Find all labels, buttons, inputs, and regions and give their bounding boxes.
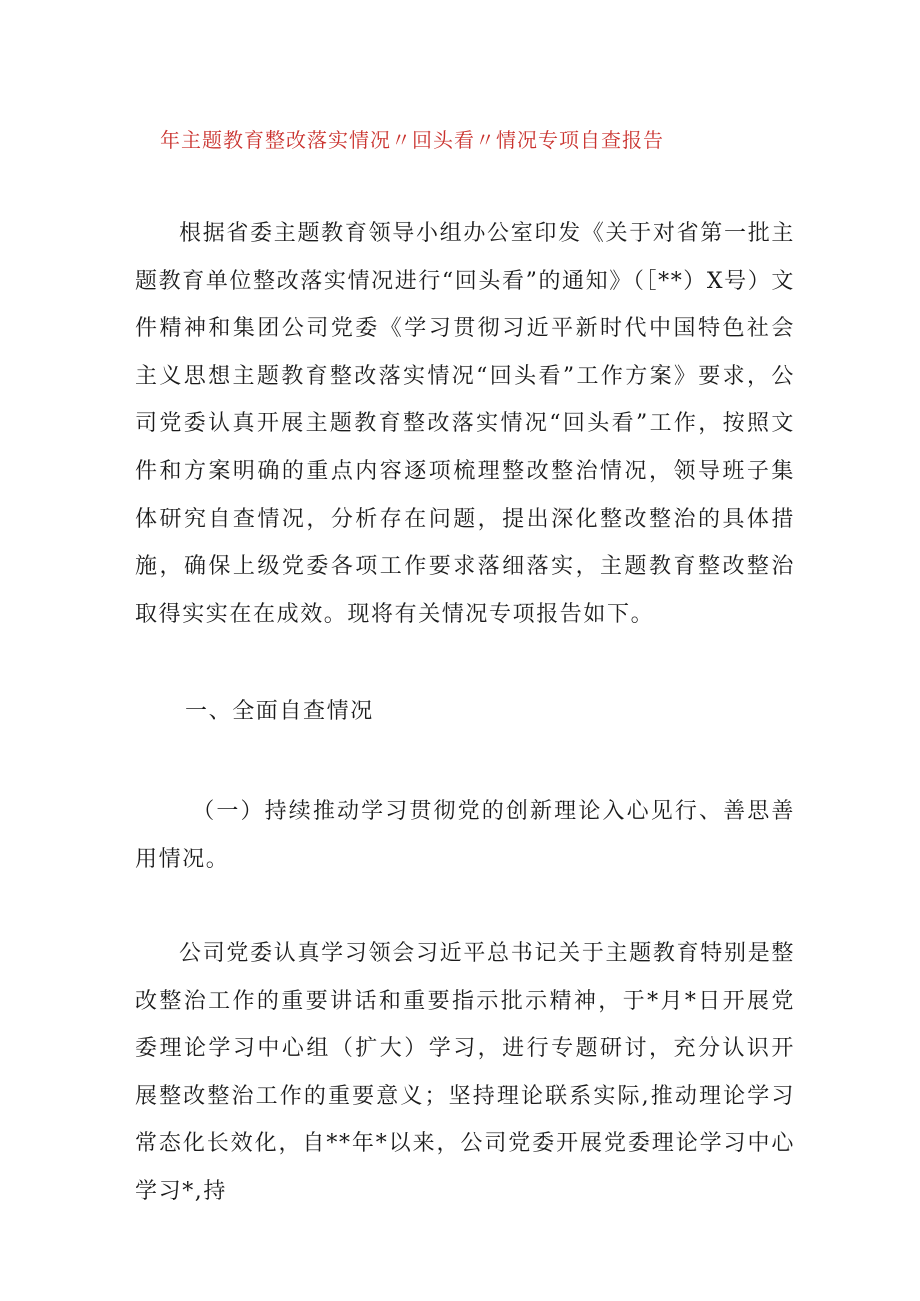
subsection-heading: （一）持续推动学习贯彻党的创新理论入心见行、善思善用情况。 — [135, 799, 795, 872]
document-title: 年主题教育整改落实情况〃回头看〃情况专项自查报告 — [160, 128, 664, 152]
section-heading: 一、全面自查情况 — [185, 699, 374, 724]
body-paragraph: 公司党委认真学习领会习近平总书记关于主题教育特别是整改整治工作的重要讲话和重要指示批示精神，于*月*日开展党委理论学习中心组（扩大）学习，进行专题研讨，充分认识开展整改整治工作的重要意义；坚持理论联系实际,推动理论学习常态化长效化，自**年*以来，公司党委开展党委理论学习中心学习*,持 — [135, 941, 795, 1204]
intro-paragraph: 根据省委主题教育领导小组办公室印发《关于对省第一批主题教育单位整改落实情况进行“回头看”的通知》（［**）X号）文件精神和集团公司党委《学习贯彻习近平新时代中国特色社会主义思想主题教育整改落实情况“回头看”工作方案》要求，公司党委认真开展主题教育整改落实情况“回头看”工作，按照文件和方案明确的重点内容逐项梳理整改整治情况，领导班子集体研究自查情况，分析存在问题，提出深化整改整治的具体措施，确保上级党委各项工作要求落细落实，主题教育整改整治取得实实在在成效。现将有关情况专项报告如下。 — [135, 221, 795, 627]
